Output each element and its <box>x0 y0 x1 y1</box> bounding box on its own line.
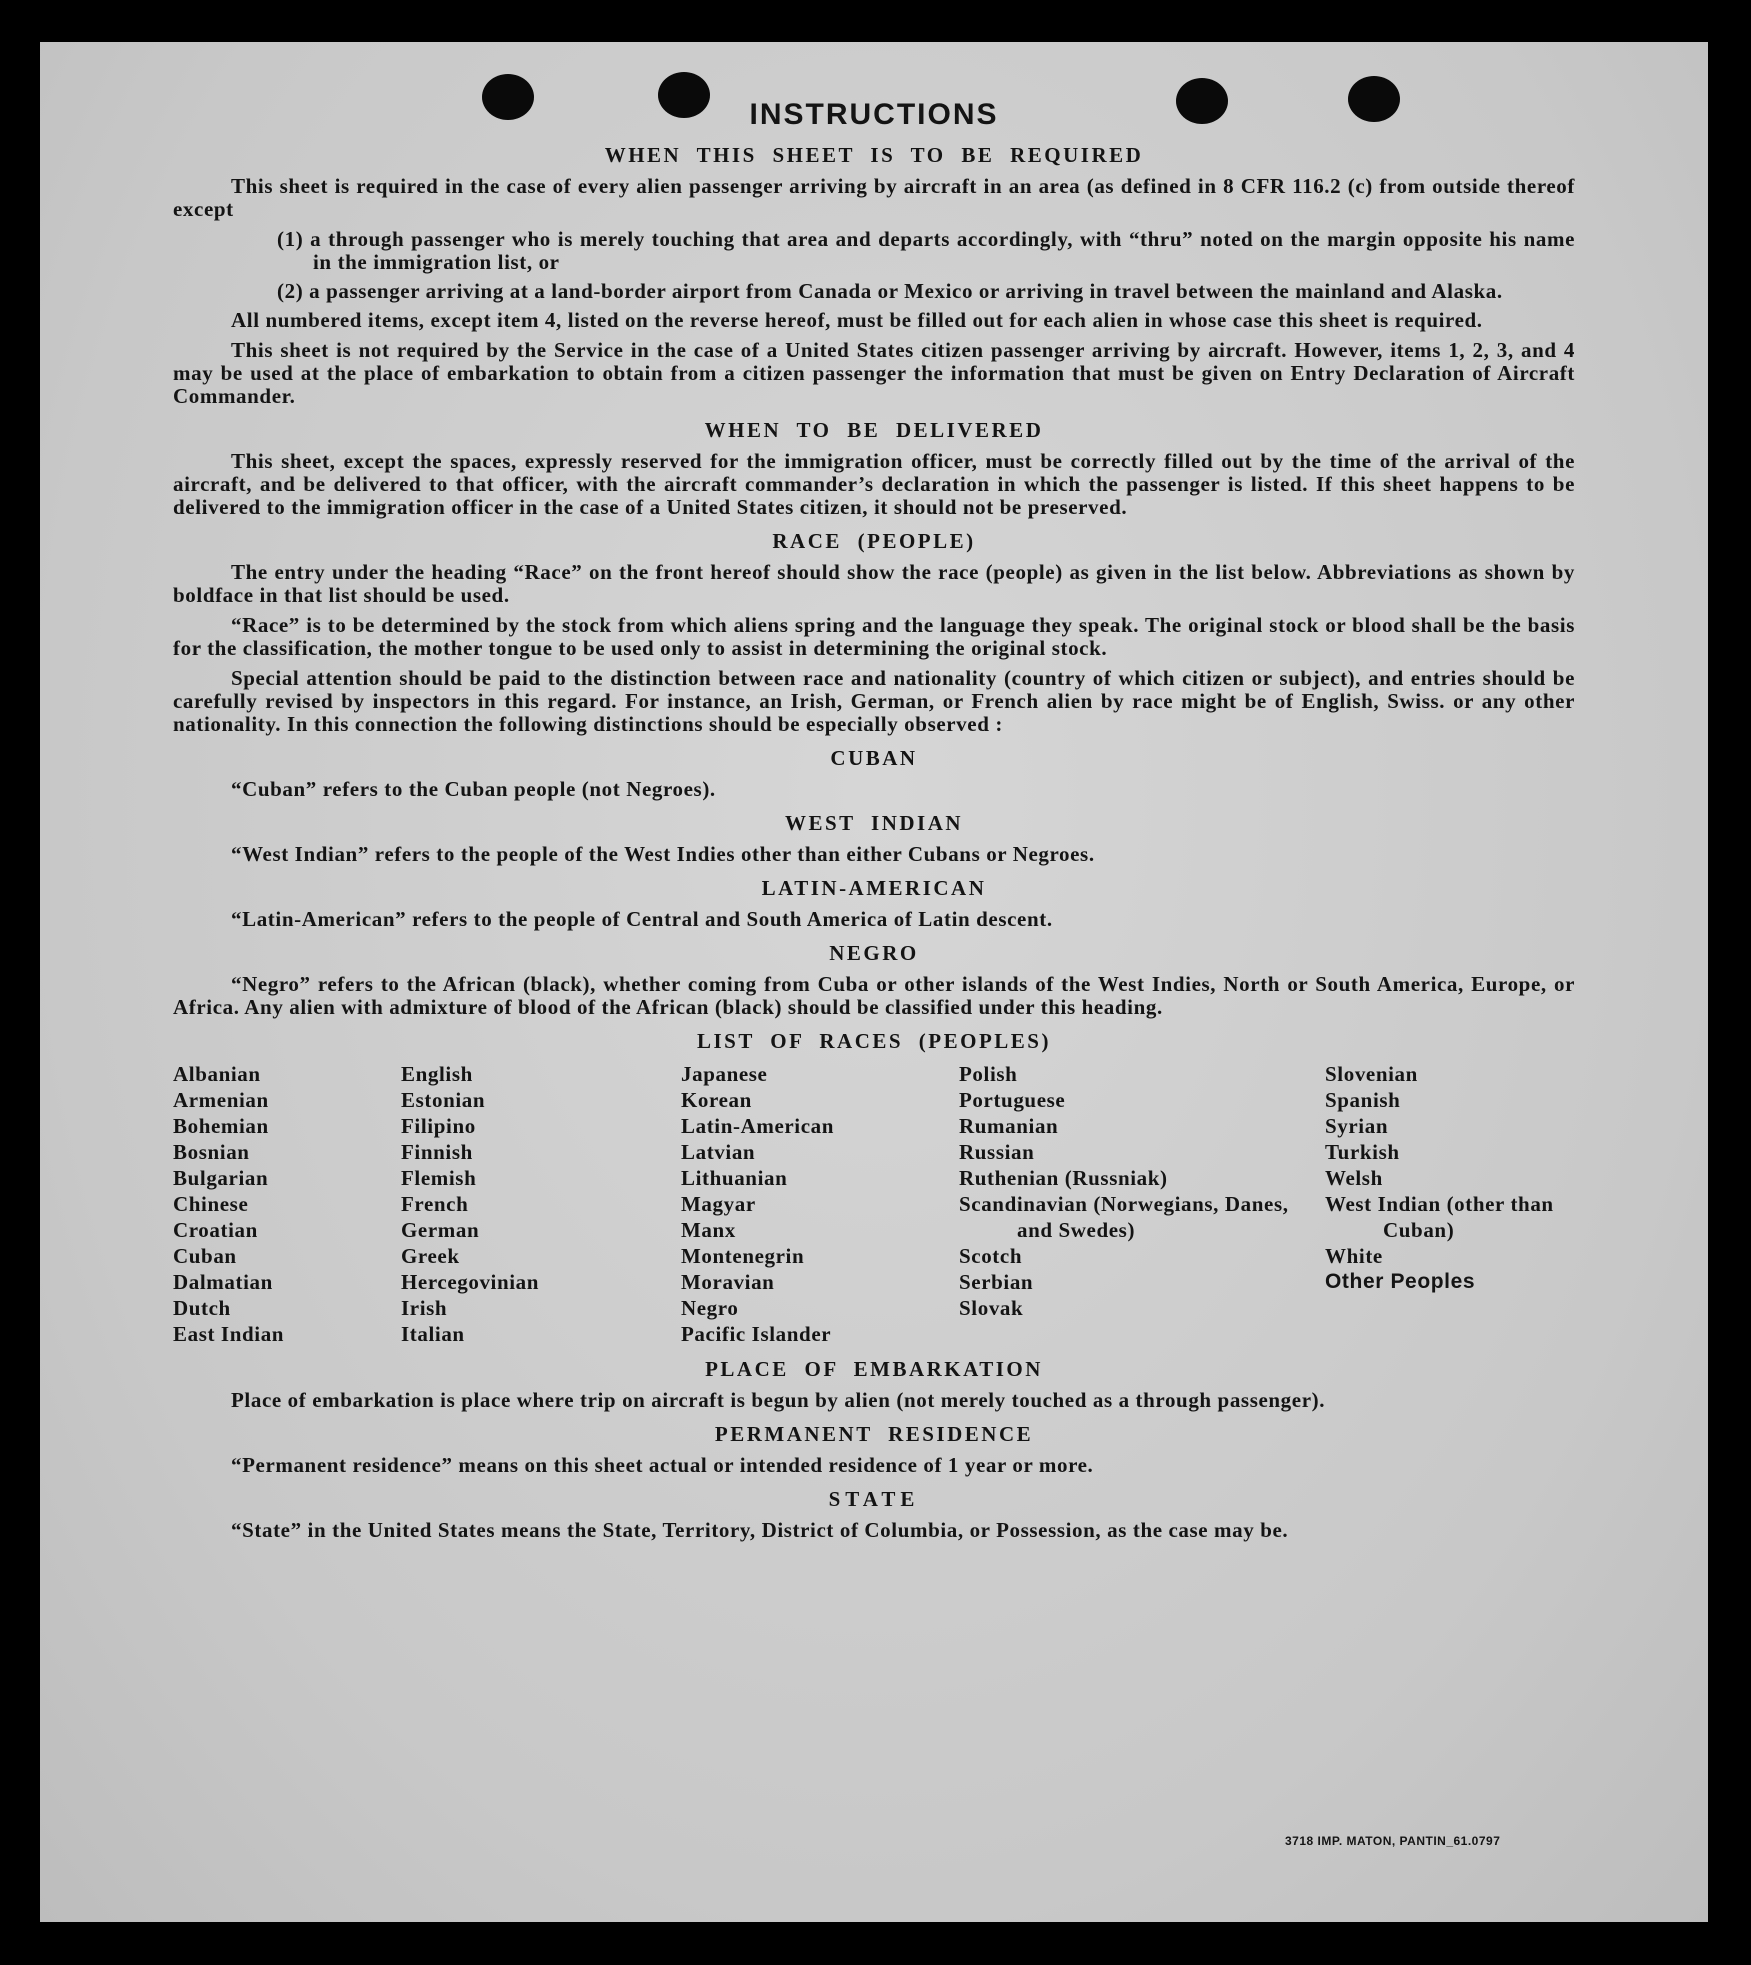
heading-race: RACE (PEOPLE) <box>772 529 976 553</box>
races-list <box>173 1061 1575 1347</box>
races-column <box>1325 1061 1575 1347</box>
race-entry: Cuban <box>173 1244 237 1268</box>
race-entry: Ruthenian (Russniak) <box>959 1166 1168 1190</box>
definition: “Cuban” refers to the Cuban people (not Negroes). <box>231 777 716 801</box>
race-entry: West Indian (other than Cuban) <box>1325 1192 1554 1242</box>
race-entry: Lithuanian <box>681 1166 788 1190</box>
race-entry: Scandinavian (Norwegians, Danes, and Swedes) <box>959 1192 1289 1242</box>
race-entry: German <box>401 1218 480 1242</box>
race-entry: Flemish <box>401 1166 477 1190</box>
race-entry: Slovenian <box>1325 1062 1418 1086</box>
definition: “Permanent residence” means on this sheet actual or intended residence of 1 year or more. <box>231 1453 1094 1477</box>
race-entry: Manx <box>681 1218 736 1242</box>
race-entry: Pacific Islander <box>681 1322 832 1346</box>
document-sheet <box>40 42 1708 1922</box>
race-entry: Syrian <box>1325 1114 1389 1138</box>
definition: “Negro” refers to the African (black), whether coming from Cuba or other islands of the West Indies, North or South America, Europe, or Africa. Any alien with admixture of blood of the African (black) should be classified under this heading. <box>173 972 1575 1019</box>
race-entry: Portuguese <box>959 1088 1066 1112</box>
race-entry: Bohemian <box>173 1114 269 1138</box>
race-entry: Other Peoples <box>1325 1270 1476 1293</box>
heading-permanent-residence: PERMANENT RESIDENCE <box>714 1422 1034 1446</box>
race-entry: Magyar <box>681 1192 756 1216</box>
race-entry: Italian <box>401 1322 465 1346</box>
race-entry: Negro <box>681 1296 739 1320</box>
race-entry: Slovak <box>959 1296 1024 1320</box>
race-entry: Russian <box>959 1140 1035 1164</box>
exception-item: (1) a through passenger who is merely touching that area and departs accordingly, with “thru” noted on the margin opposite his name in the immigration list, or <box>277 227 1575 274</box>
race-entry: Armenian <box>173 1088 269 1112</box>
race-entry: Dutch <box>173 1296 231 1320</box>
page-title: INSTRUCTIONS <box>749 98 999 131</box>
race-entry: Montenegrin <box>681 1244 805 1268</box>
race-entry: Bosnian <box>173 1140 250 1164</box>
race-entry: Croatian <box>173 1218 258 1242</box>
definition: “West Indian” refers to the people of the West Indies other than either Cubans or Negroes. <box>231 842 1095 866</box>
race-entry: Bulgarian <box>173 1166 269 1190</box>
race-entry: White <box>1325 1244 1383 1268</box>
paragraph: “Race” is to be determined by the stock from which aliens spring and the language they speak. The original stock or blood shall be the basis for the classification, the mother tongue to be used only to assist in determining the original stock. <box>173 613 1575 660</box>
race-entry: French <box>401 1192 469 1216</box>
races-column <box>401 1061 681 1347</box>
heading-when-delivered: WHEN TO BE DELIVERED <box>704 418 1044 442</box>
paragraph: This sheet is required in the case of every alien passenger arriving by aircraft in an area (as defined in 8 CFR 116.2 (c) from outside thereof except <box>173 174 1575 221</box>
race-entry: Latvian <box>681 1140 756 1164</box>
paragraph: Special attention should be paid to the distinction between race and nationality (country of which citizen or subject), and entries should be carefully revised by inspectors in this regard. For instance, an Irish, German, or French alien by race might be of English, Swiss. or any other nationality. In this connection the following distinctions should be especially observed : <box>173 666 1575 736</box>
heading-list-of-races: LIST OF RACES (PEOPLES) <box>697 1029 1051 1053</box>
race-entry: Filipino <box>401 1114 476 1138</box>
race-entry: Estonian <box>401 1088 486 1112</box>
race-entry: Hercegovinian <box>401 1270 540 1294</box>
paragraph: All numbered items, except item 4, listed on the reverse hereof, must be filled out for each alien in whose case this sheet is required. <box>231 308 1483 332</box>
heading-state: STATE <box>828 1487 920 1511</box>
race-entry: Chinese <box>173 1192 249 1216</box>
race-entry: English <box>401 1062 473 1086</box>
definition: “Latin-American” refers to the people of Central and South America of Latin descent. <box>231 907 1053 931</box>
heading-place-of-embarkation: PLACE OF EMBARKATION <box>705 1357 1043 1381</box>
race-entry: Latin-American <box>681 1114 835 1138</box>
race-entry: Turkish <box>1325 1140 1400 1164</box>
race-entry: Serbian <box>959 1270 1034 1294</box>
race-entry: Spanish <box>1325 1088 1401 1112</box>
race-entry: Dalmatian <box>173 1270 273 1294</box>
races-column <box>173 1061 401 1347</box>
race-entry: Rumanian <box>959 1114 1059 1138</box>
race-entry: Scotch <box>959 1244 1023 1268</box>
heading-when-required: WHEN THIS SHEET IS TO BE REQUIRED <box>604 143 1144 167</box>
races-column <box>681 1061 959 1347</box>
race-entry: Korean <box>681 1088 752 1112</box>
race-entry: Moravian <box>681 1270 775 1294</box>
race-entry: Irish <box>401 1296 448 1320</box>
race-entry: Welsh <box>1325 1166 1383 1190</box>
paragraph: The entry under the heading “Race” on the front hereof should show the race (people) as given in the list below. Abbreviations as shown by boldface in that list should be used. <box>173 560 1575 607</box>
race-entry: Japanese <box>681 1062 768 1086</box>
definition: “State” in the United States means the State, Territory, District of Columbia, or Possession, as the case may be. <box>231 1518 1289 1542</box>
document-content <box>173 98 1575 1549</box>
heading-west-indian: WEST INDIAN <box>784 811 964 835</box>
race-entry: Greek <box>401 1244 460 1268</box>
race-entry: East Indian <box>173 1322 285 1346</box>
definition: Place of embarkation is place where trip on aircraft is begun by alien (not merely touched as a through passenger). <box>231 1388 1326 1412</box>
heading-negro: NEGRO <box>829 941 919 965</box>
paragraph: This sheet is not required by the Service in the case of a United States citizen passenger arriving by aircraft. However, items 1, 2, 3, and 4 may be used at the place of embarkation to obtain from a citizen passenger the information that must be given on Entry Declaration of Aircraft Commander. <box>173 338 1575 408</box>
paragraph: This sheet, except the spaces, expressly reserved for the immigration officer, must be correctly filled out by the time of the arrival of the aircraft, and be delivered to that officer, with the aircraft commander’s declaration in which the passenger is listed. If this sheet happens to be delivered to the immigration officer in the case of a United States citizen, it should not be preserved. <box>173 449 1575 519</box>
heading-cuban: CUBAN <box>830 746 918 770</box>
races-column <box>959 1061 1325 1347</box>
race-entry: Albanian <box>173 1062 261 1086</box>
race-entry: Finnish <box>401 1140 473 1164</box>
exception-item: (2) a passenger arriving at a land-border airport from Canada or Mexico or arriving in travel between the mainland and Alaska. <box>277 279 1503 303</box>
printer-imprint: 3718 IMP. MATON, PANTIN_61.0797 <box>1285 1834 1501 1848</box>
race-entry: Polish <box>959 1062 1018 1086</box>
heading-latin-american: LATIN-AMERICAN <box>761 876 987 900</box>
